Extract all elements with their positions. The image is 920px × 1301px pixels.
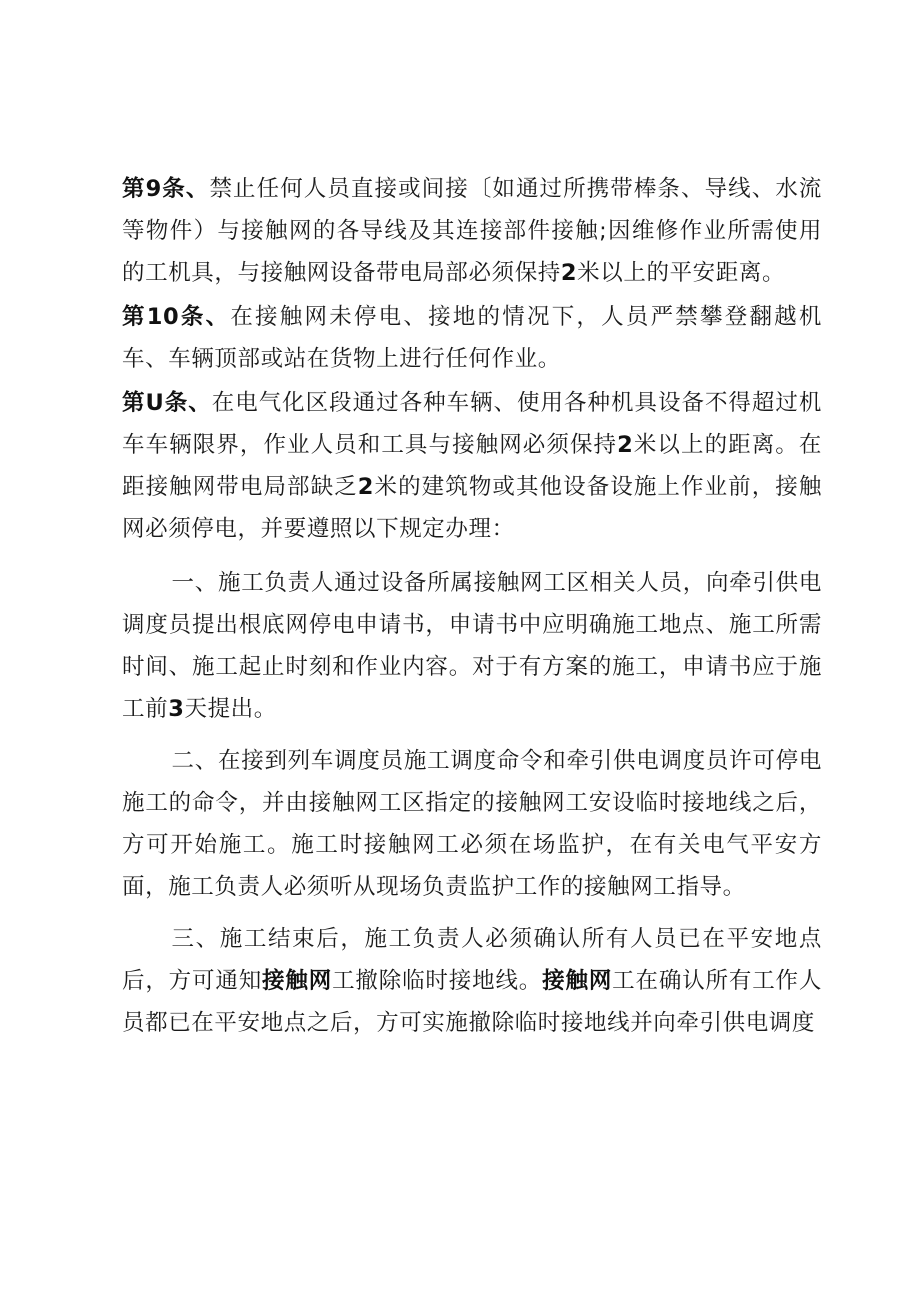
article-label: 第10条、 xyxy=(122,304,231,330)
article-label: 第U条、 xyxy=(122,390,212,416)
clause-text: 工在确认所有工作人员都已在平安地点之后，方可实施撤除临时接地线并向牵引供电调度 xyxy=(122,968,822,1036)
article-text: 米的建筑物或其他设备设施上作业前，接触网必须停电，并要遵照以下规定办理： xyxy=(122,474,822,542)
keyword-highlight: 接触网 xyxy=(542,968,613,994)
distance-value: 2 xyxy=(357,474,375,500)
clause-2 xyxy=(122,740,822,908)
days-value: 3 xyxy=(168,696,185,722)
article-label: 第9条、 xyxy=(122,176,210,202)
article-9 xyxy=(122,168,822,294)
clause-text: 一、施工负责人通过设备所属接触网工区相关人员，向牵引供电调度员提出根底网停电申请书，申请书中应明确施工地点、施工所需时间、施工起止时刻和作业内容。对于有方案的施工，申请书应于施工前 xyxy=(122,570,822,722)
document-body xyxy=(122,168,822,1044)
article-11 xyxy=(122,382,822,550)
clause-text: 天提出。 xyxy=(184,696,277,722)
clause-text: 二、在接到列车调度员施工调度命令和牵引供电调度员许可停电施工的命令，并由接触网工区指定的接触网工安设临时接地线之后，方可开始施工。施工时接触网工必须在场监护，在有关电气平安方面，施工负责人必须听从现场负责监护工作的接触网工指导。 xyxy=(122,748,822,900)
article-text: 禁止任何人员直接或间接〔如通过所携带棒条、导线、水流等物件）与接触网的各导线及其连接部件接触;因维修作业所需使用的工机具，与接触网设备带电局部必须保持 xyxy=(122,176,822,286)
article-text: 在接触网未停电、接地的情况下，人员严禁攀登翻越机车、车辆顶部或站在货物上进行任何作业。 xyxy=(122,304,823,372)
keyword-highlight: 接触网 xyxy=(262,968,333,994)
distance-value: 2 xyxy=(617,432,634,458)
article-text: 米以上的距离。在距接触网带电局部缺乏 xyxy=(122,432,822,500)
distance-value: 2 xyxy=(560,260,578,286)
article-text: 在电气化区段通过各种车辆、使用各种机具设备不得超过机车车辆限界，作业人员和工具与接触网必须保持 xyxy=(122,390,822,458)
clause-text: 工撤除临时接地线。 xyxy=(332,968,543,994)
clause-3 xyxy=(122,918,822,1044)
clause-text: 三、施工结束后，施工负责人必须确认所有人员已在平安地点后，方可通知 xyxy=(122,926,822,994)
article-10 xyxy=(122,296,822,380)
article-text: 米以上的平安距离。 xyxy=(577,260,786,286)
clause-1 xyxy=(122,562,822,730)
